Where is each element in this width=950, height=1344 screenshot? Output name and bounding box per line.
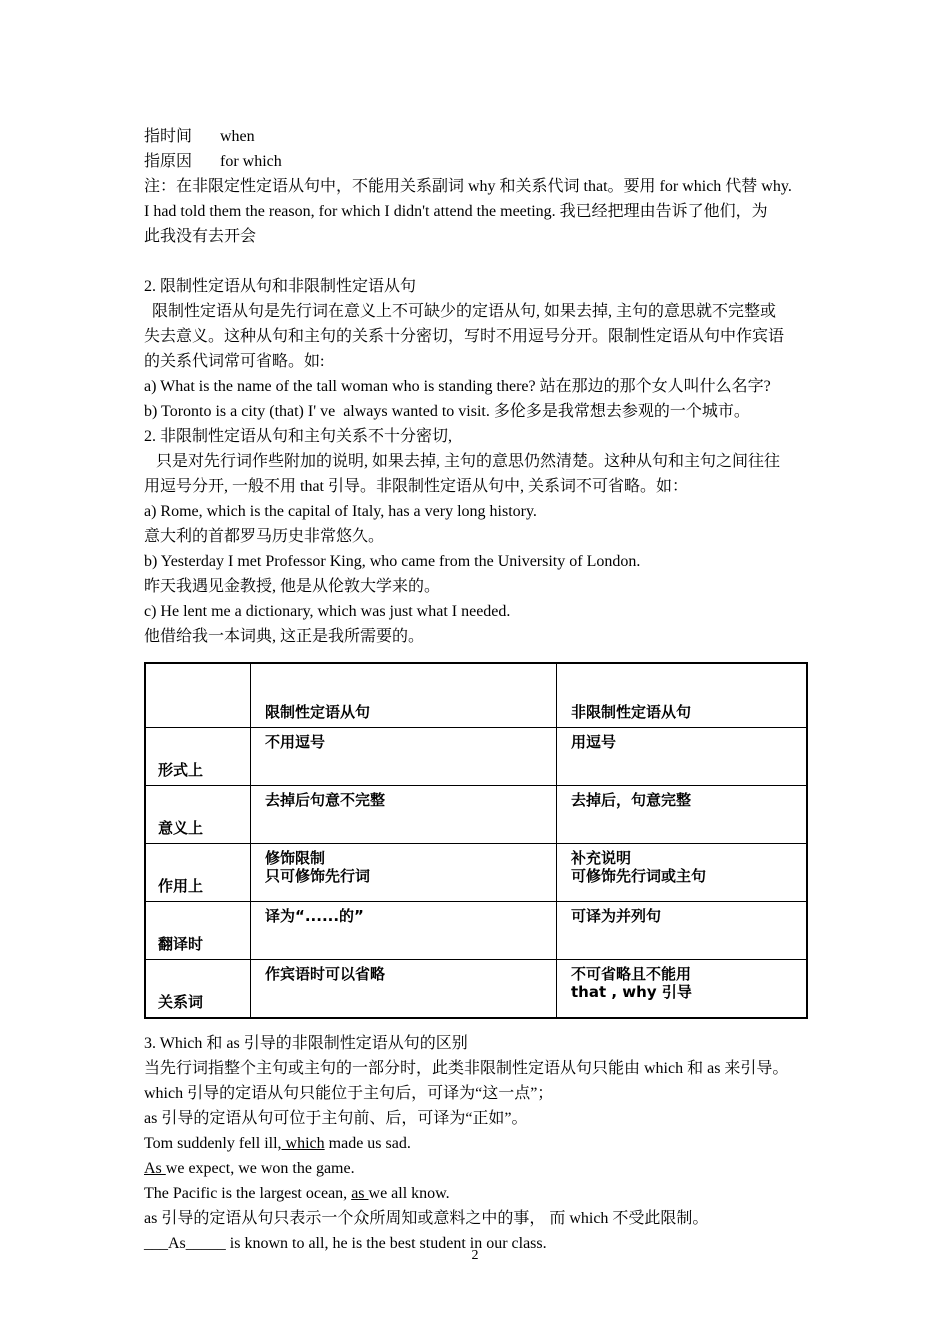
reason-label: 指原因 — [144, 153, 193, 170]
table-row — [145, 786, 807, 844]
restrictive-cell — [251, 728, 557, 786]
text: Tom suddenly fell ill, — [144, 1135, 282, 1152]
header-restrictive: 限制性定语从句 — [251, 663, 557, 728]
restrictive-cell — [251, 960, 557, 1019]
section2-heading2: 2. 非限制性定语从句和主句关系不十分密切, — [144, 428, 453, 445]
cell-line: 修饰限制 — [265, 849, 326, 867]
table-row — [145, 728, 807, 786]
reason-value: for which — [220, 153, 282, 170]
time-row — [144, 124, 808, 149]
cell-line: 去掉后句意不完整 — [265, 791, 386, 809]
restrictive-cell — [251, 786, 557, 844]
table-row — [145, 960, 807, 1019]
example-dictionary-cn: 他借给我一本词典, 这正是我所需要的。 — [144, 628, 425, 645]
section2-para2-line2: 用逗号分开, 一般不用 that 引导。非限制性定语从句中, 关系词不可省略。如： — [144, 478, 688, 495]
comparison-table — [144, 662, 808, 1019]
example-rome-en: a) Rome, which is the capital of Italy, has a very long history. — [144, 503, 537, 520]
underlined-as: As — [144, 1160, 166, 1177]
reason-row — [144, 149, 808, 174]
cell-line: 作宾语时可以省略 — [265, 965, 386, 983]
example-en-line: I had told them the reason, for which I didn't attend the meeting. 我已经把理由告诉了他们，为 — [144, 203, 768, 220]
section3-line3: as 引导的定语从句可位于主句前、后，可译为“正如”。 — [144, 1110, 528, 1127]
row-label: 意义上 — [145, 786, 251, 844]
row-label: 形式上 — [145, 728, 251, 786]
section2-para1-line3: 的关系代词常可省略。如: — [144, 353, 325, 370]
table-row — [145, 844, 807, 902]
example-cn-line: 此我没有去开会 — [144, 228, 257, 245]
header-blank-cell — [145, 663, 251, 728]
cell-line: 可译为并列句 — [571, 907, 662, 925]
nonrestrictive-cell — [557, 728, 808, 786]
cell-line: 去掉后，句意完整 — [571, 791, 692, 809]
restrictive-cell — [251, 902, 557, 960]
cell-line: 译为“......的” — [265, 907, 364, 925]
restrictive-cell — [251, 844, 557, 902]
section3-line5: ___As_____ is known to all, he is the best student in our class. — [144, 1235, 547, 1252]
cell-line: 补充说明 — [571, 849, 632, 867]
section3-line1: 当先行词指整个主句或主句的一部分时，此类非限制性定语从句只能由 which 和 as 来引导。 — [144, 1060, 789, 1077]
cell-line: 只可修饰先行词 — [265, 867, 371, 885]
document-body — [144, 124, 808, 1256]
example-game — [144, 1156, 808, 1181]
table-header-row — [145, 663, 807, 728]
nonrestrictive-cell — [557, 902, 808, 960]
section2-para1-line1: 限制性定语从句是先行词在意义上不可缺少的定语从句, 如果去掉, 主句的意思就不完整或 — [144, 303, 777, 320]
section3-line4: as 引导的定语从句只表示一个众所周知或意料之中的事， 而 which 不受此限制。 — [144, 1210, 709, 1227]
section2-example-a: a) What is the name of the tall woman who is standing there? 站在那边的那个女人叫什么名字? — [144, 378, 771, 395]
underlined-which: which — [281, 1135, 325, 1152]
row-label: 作用上 — [145, 844, 251, 902]
nonrestrictive-cell — [557, 844, 808, 902]
section3-heading: 3. Which 和 as 引导的非限制性定语从句的区别 — [144, 1035, 468, 1052]
example-rome-cn: 意大利的首都罗马历史非常悠久。 — [144, 528, 385, 545]
text: made us sad. — [324, 1135, 411, 1152]
text: we all know. — [368, 1185, 450, 1202]
example-dictionary-en: c) He lent me a dictionary, which was just what I needed. — [144, 603, 511, 620]
cell-line: 不可省略且不能用 — [571, 965, 692, 983]
example-pacific — [144, 1181, 808, 1206]
cell-line: that , why 引导 — [571, 983, 692, 1001]
header-nonrestrictive: 非限制性定语从句 — [557, 663, 808, 728]
text: we expect, we won the game. — [165, 1160, 355, 1177]
row-label: 翻译时 — [145, 902, 251, 960]
example-king-cn: 昨天我遇见金教授, 他是从伦敦大学来的。 — [144, 578, 441, 595]
text: The Pacific is the largest ocean, — [144, 1185, 352, 1202]
section2-heading: 2. 限制性定语从句和非限制性定语从句 — [144, 278, 417, 295]
nonrestrictive-cell — [557, 786, 808, 844]
row-label: 关系词 — [145, 960, 251, 1019]
nonrestrictive-cell — [557, 960, 808, 1019]
example-king-en: b) Yesterday I met Professor King, who came from the University of London. — [144, 553, 641, 570]
section2-para2-line1: 只是对先行词作些附加的说明, 如果去掉, 主句的意思仍然清楚。这种从句和主句之间往往 — [144, 453, 781, 470]
underlined-as: as — [351, 1185, 369, 1202]
time-value: when — [220, 128, 255, 145]
cell-line: 不用逗号 — [265, 733, 326, 751]
page-number: 2 — [471, 1248, 479, 1263]
section2-example-b: b) Toronto is a city (that) I' ve always wanted to visit. 多伦多是我常想去参观的一个城市。 — [144, 403, 750, 420]
section2-para1-line2: 失去意义。这种从句和主句的关系十分密切，写时不用逗号分开。限制性定语从句中作宾语 — [144, 328, 785, 345]
time-label: 指时间 — [144, 128, 193, 145]
section3-line2: which 引导的定语从句只能位于主句后，可译为“这一点”； — [144, 1085, 554, 1102]
example-tom — [144, 1131, 808, 1156]
cell-line: 用逗号 — [571, 733, 617, 751]
cell-line: 可修饰先行词或主句 — [571, 867, 707, 885]
table-row — [145, 902, 807, 960]
note-line: 注：在非限定性定语从句中，不能用关系副词 why 和关系代词 that。要用 for which 代替 why. — [144, 178, 792, 195]
